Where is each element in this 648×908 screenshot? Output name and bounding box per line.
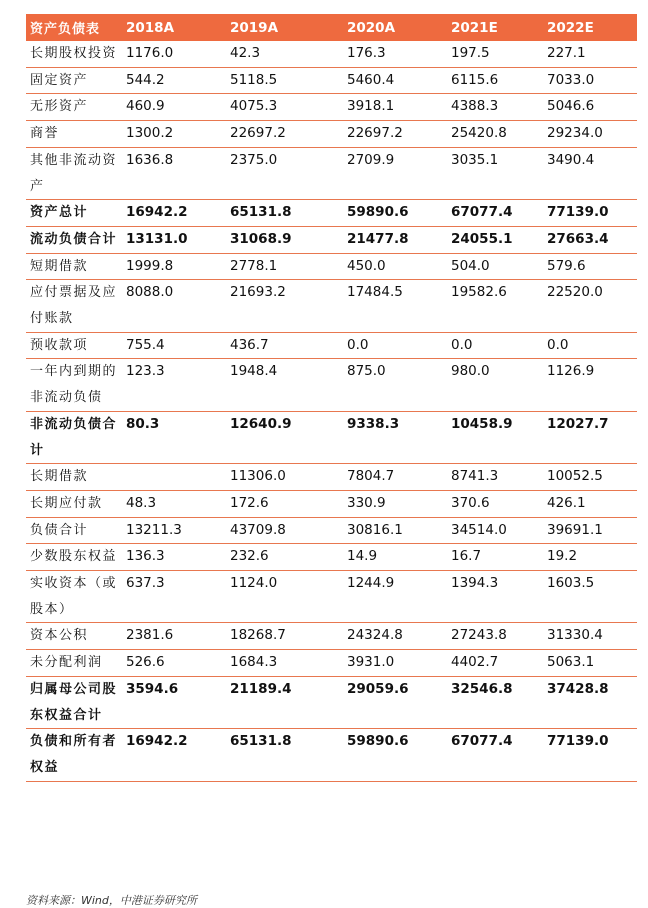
cell-2018A: 13131.0 (122, 226, 226, 253)
row-label: 一年内到期的非流动负债 (26, 359, 122, 411)
cell-2019A: 1684.3 (226, 650, 343, 677)
cell-2019A: 12640.9 (226, 411, 343, 463)
cell-2022E: 77139.0 (543, 200, 637, 227)
cell-2021E: 980.0 (447, 359, 543, 411)
row-label: 资产总计 (26, 200, 122, 227)
cell-2021E: 67077.4 (447, 200, 543, 227)
table-row (26, 464, 637, 491)
cell-2022E: 426.1 (543, 490, 637, 517)
cell-2020A: 176.3 (343, 41, 447, 67)
cell-2022E: 1126.9 (543, 359, 637, 411)
cell-2018A: 526.6 (122, 650, 226, 677)
table-row (26, 67, 637, 94)
cell-2021E: 8741.3 (447, 464, 543, 491)
table-row (26, 253, 637, 280)
cell-2019A: 22697.2 (226, 121, 343, 148)
cell-2019A: 1124.0 (226, 571, 343, 623)
cell-2019A: 1948.4 (226, 359, 343, 411)
row-label: 实收资本（或股本） (26, 571, 122, 623)
table-row (26, 147, 637, 199)
table-row (26, 41, 637, 67)
cell-2020A: 7804.7 (343, 464, 447, 491)
cell-2022E: 5046.6 (543, 94, 637, 121)
row-label: 流动负债合计 (26, 226, 122, 253)
cell-2020A: 59890.6 (343, 729, 447, 781)
table-row (26, 490, 637, 517)
cell-2020A: 24324.8 (343, 623, 447, 650)
cell-2019A: 5118.5 (226, 67, 343, 94)
header-2022E: 2022E (543, 14, 637, 41)
cell-2021E: 6115.6 (447, 67, 543, 94)
table-row (26, 200, 637, 227)
cell-2022E: 5063.1 (543, 650, 637, 677)
cell-2021E: 197.5 (447, 41, 543, 67)
cell-2022E: 579.6 (543, 253, 637, 280)
cell-2019A: 2778.1 (226, 253, 343, 280)
cell-2021E: 4402.7 (447, 650, 543, 677)
cell-2022E: 37428.8 (543, 676, 637, 728)
source-note: 资料来源：Wind，中港证券研究所 (26, 894, 197, 907)
cell-2021E: 0.0 (447, 332, 543, 359)
table-row (26, 411, 637, 463)
cell-2020A: 14.9 (343, 544, 447, 571)
cell-2020A: 5460.4 (343, 67, 447, 94)
table-row (26, 280, 637, 332)
row-label: 资本公积 (26, 623, 122, 650)
cell-2018A: 1636.8 (122, 147, 226, 199)
cell-2022E: 22520.0 (543, 280, 637, 332)
row-label: 负债和所有者权益 (26, 729, 122, 781)
row-label: 归属母公司股东权益合计 (26, 676, 122, 728)
cell-2021E: 4388.3 (447, 94, 543, 121)
cell-2018A: 755.4 (122, 332, 226, 359)
cell-2020A: 0.0 (343, 332, 447, 359)
table-row (26, 729, 637, 781)
cell-2020A: 3931.0 (343, 650, 447, 677)
header-label: 资产负债表 (26, 14, 122, 41)
cell-2020A: 22697.2 (343, 121, 447, 148)
cell-2021E: 34514.0 (447, 517, 543, 544)
cell-2018A: 1300.2 (122, 121, 226, 148)
cell-2020A: 9338.3 (343, 411, 447, 463)
cell-2021E: 3035.1 (447, 147, 543, 199)
cell-2018A (122, 464, 226, 491)
cell-2019A: 172.6 (226, 490, 343, 517)
cell-2022E: 1603.5 (543, 571, 637, 623)
row-label: 长期借款 (26, 464, 122, 491)
row-label: 长期应付款 (26, 490, 122, 517)
header-2020A: 2020A (343, 14, 447, 41)
cell-2020A: 330.9 (343, 490, 447, 517)
cell-2022E: 227.1 (543, 41, 637, 67)
cell-2022E: 0.0 (543, 332, 637, 359)
row-label: 其他非流动资产 (26, 147, 122, 199)
row-label: 未分配利润 (26, 650, 122, 677)
cell-2020A: 30816.1 (343, 517, 447, 544)
cell-2020A: 59890.6 (343, 200, 447, 227)
row-label: 短期借款 (26, 253, 122, 280)
table-body (26, 41, 637, 781)
table-row (26, 544, 637, 571)
cell-2018A: 460.9 (122, 94, 226, 121)
cell-2020A: 21477.8 (343, 226, 447, 253)
cell-2018A: 48.3 (122, 490, 226, 517)
cell-2022E: 27663.4 (543, 226, 637, 253)
cell-2018A: 123.3 (122, 359, 226, 411)
row-label: 固定资产 (26, 67, 122, 94)
header-2021E: 2021E (447, 14, 543, 41)
cell-2018A: 16942.2 (122, 729, 226, 781)
cell-2019A: 11306.0 (226, 464, 343, 491)
header-2018A: 2018A (122, 14, 226, 41)
table-row (26, 517, 637, 544)
cell-2019A: 65131.8 (226, 200, 343, 227)
cell-2022E: 7033.0 (543, 67, 637, 94)
cell-2018A: 2381.6 (122, 623, 226, 650)
cell-2021E: 32546.8 (447, 676, 543, 728)
balance-sheet-table (26, 14, 637, 782)
cell-2019A: 31068.9 (226, 226, 343, 253)
cell-2022E: 3490.4 (543, 147, 637, 199)
cell-2022E: 77139.0 (543, 729, 637, 781)
row-label: 预收款项 (26, 332, 122, 359)
cell-2019A: 21189.4 (226, 676, 343, 728)
row-label: 非流动负债合计 (26, 411, 122, 463)
cell-2018A: 13211.3 (122, 517, 226, 544)
cell-2020A: 1244.9 (343, 571, 447, 623)
cell-2019A: 18268.7 (226, 623, 343, 650)
cell-2021E: 16.7 (447, 544, 543, 571)
cell-2021E: 504.0 (447, 253, 543, 280)
cell-2020A: 875.0 (343, 359, 447, 411)
cell-2020A: 17484.5 (343, 280, 447, 332)
table-row (26, 650, 637, 677)
cell-2020A: 450.0 (343, 253, 447, 280)
table-row (26, 571, 637, 623)
cell-2019A: 436.7 (226, 332, 343, 359)
cell-2018A: 136.3 (122, 544, 226, 571)
cell-2021E: 10458.9 (447, 411, 543, 463)
cell-2019A: 43709.8 (226, 517, 343, 544)
cell-2020A: 2709.9 (343, 147, 447, 199)
table-row (26, 623, 637, 650)
cell-2022E: 31330.4 (543, 623, 637, 650)
cell-2021E: 27243.8 (447, 623, 543, 650)
table-row (26, 94, 637, 121)
table-row (26, 332, 637, 359)
row-label: 无形资产 (26, 94, 122, 121)
cell-2021E: 25420.8 (447, 121, 543, 148)
cell-2020A: 3918.1 (343, 94, 447, 121)
row-label: 少数股东权益 (26, 544, 122, 571)
cell-2022E: 10052.5 (543, 464, 637, 491)
cell-2018A: 637.3 (122, 571, 226, 623)
table-row (26, 226, 637, 253)
row-label: 应付票据及应付账款 (26, 280, 122, 332)
header-2019A: 2019A (226, 14, 343, 41)
table-row (26, 359, 637, 411)
cell-2022E: 29234.0 (543, 121, 637, 148)
cell-2020A: 29059.6 (343, 676, 447, 728)
cell-2018A: 80.3 (122, 411, 226, 463)
cell-2018A: 8088.0 (122, 280, 226, 332)
cell-2021E: 67077.4 (447, 729, 543, 781)
table-row (26, 676, 637, 728)
cell-2022E: 19.2 (543, 544, 637, 571)
row-label: 长期股权投资 (26, 41, 122, 67)
cell-2022E: 12027.7 (543, 411, 637, 463)
cell-2019A: 21693.2 (226, 280, 343, 332)
row-label: 商誉 (26, 121, 122, 148)
cell-2019A: 4075.3 (226, 94, 343, 121)
cell-2021E: 370.6 (447, 490, 543, 517)
table-header-row (26, 14, 637, 41)
cell-2018A: 3594.6 (122, 676, 226, 728)
table-row (26, 121, 637, 148)
cell-2021E: 24055.1 (447, 226, 543, 253)
cell-2018A: 544.2 (122, 67, 226, 94)
row-label: 负债合计 (26, 517, 122, 544)
cell-2021E: 19582.6 (447, 280, 543, 332)
cell-2018A: 1999.8 (122, 253, 226, 280)
cell-2022E: 39691.1 (543, 517, 637, 544)
cell-2019A: 2375.0 (226, 147, 343, 199)
cell-2021E: 1394.3 (447, 571, 543, 623)
cell-2018A: 1176.0 (122, 41, 226, 67)
cell-2019A: 65131.8 (226, 729, 343, 781)
cell-2019A: 232.6 (226, 544, 343, 571)
cell-2018A: 16942.2 (122, 200, 226, 227)
cell-2019A: 42.3 (226, 41, 343, 67)
